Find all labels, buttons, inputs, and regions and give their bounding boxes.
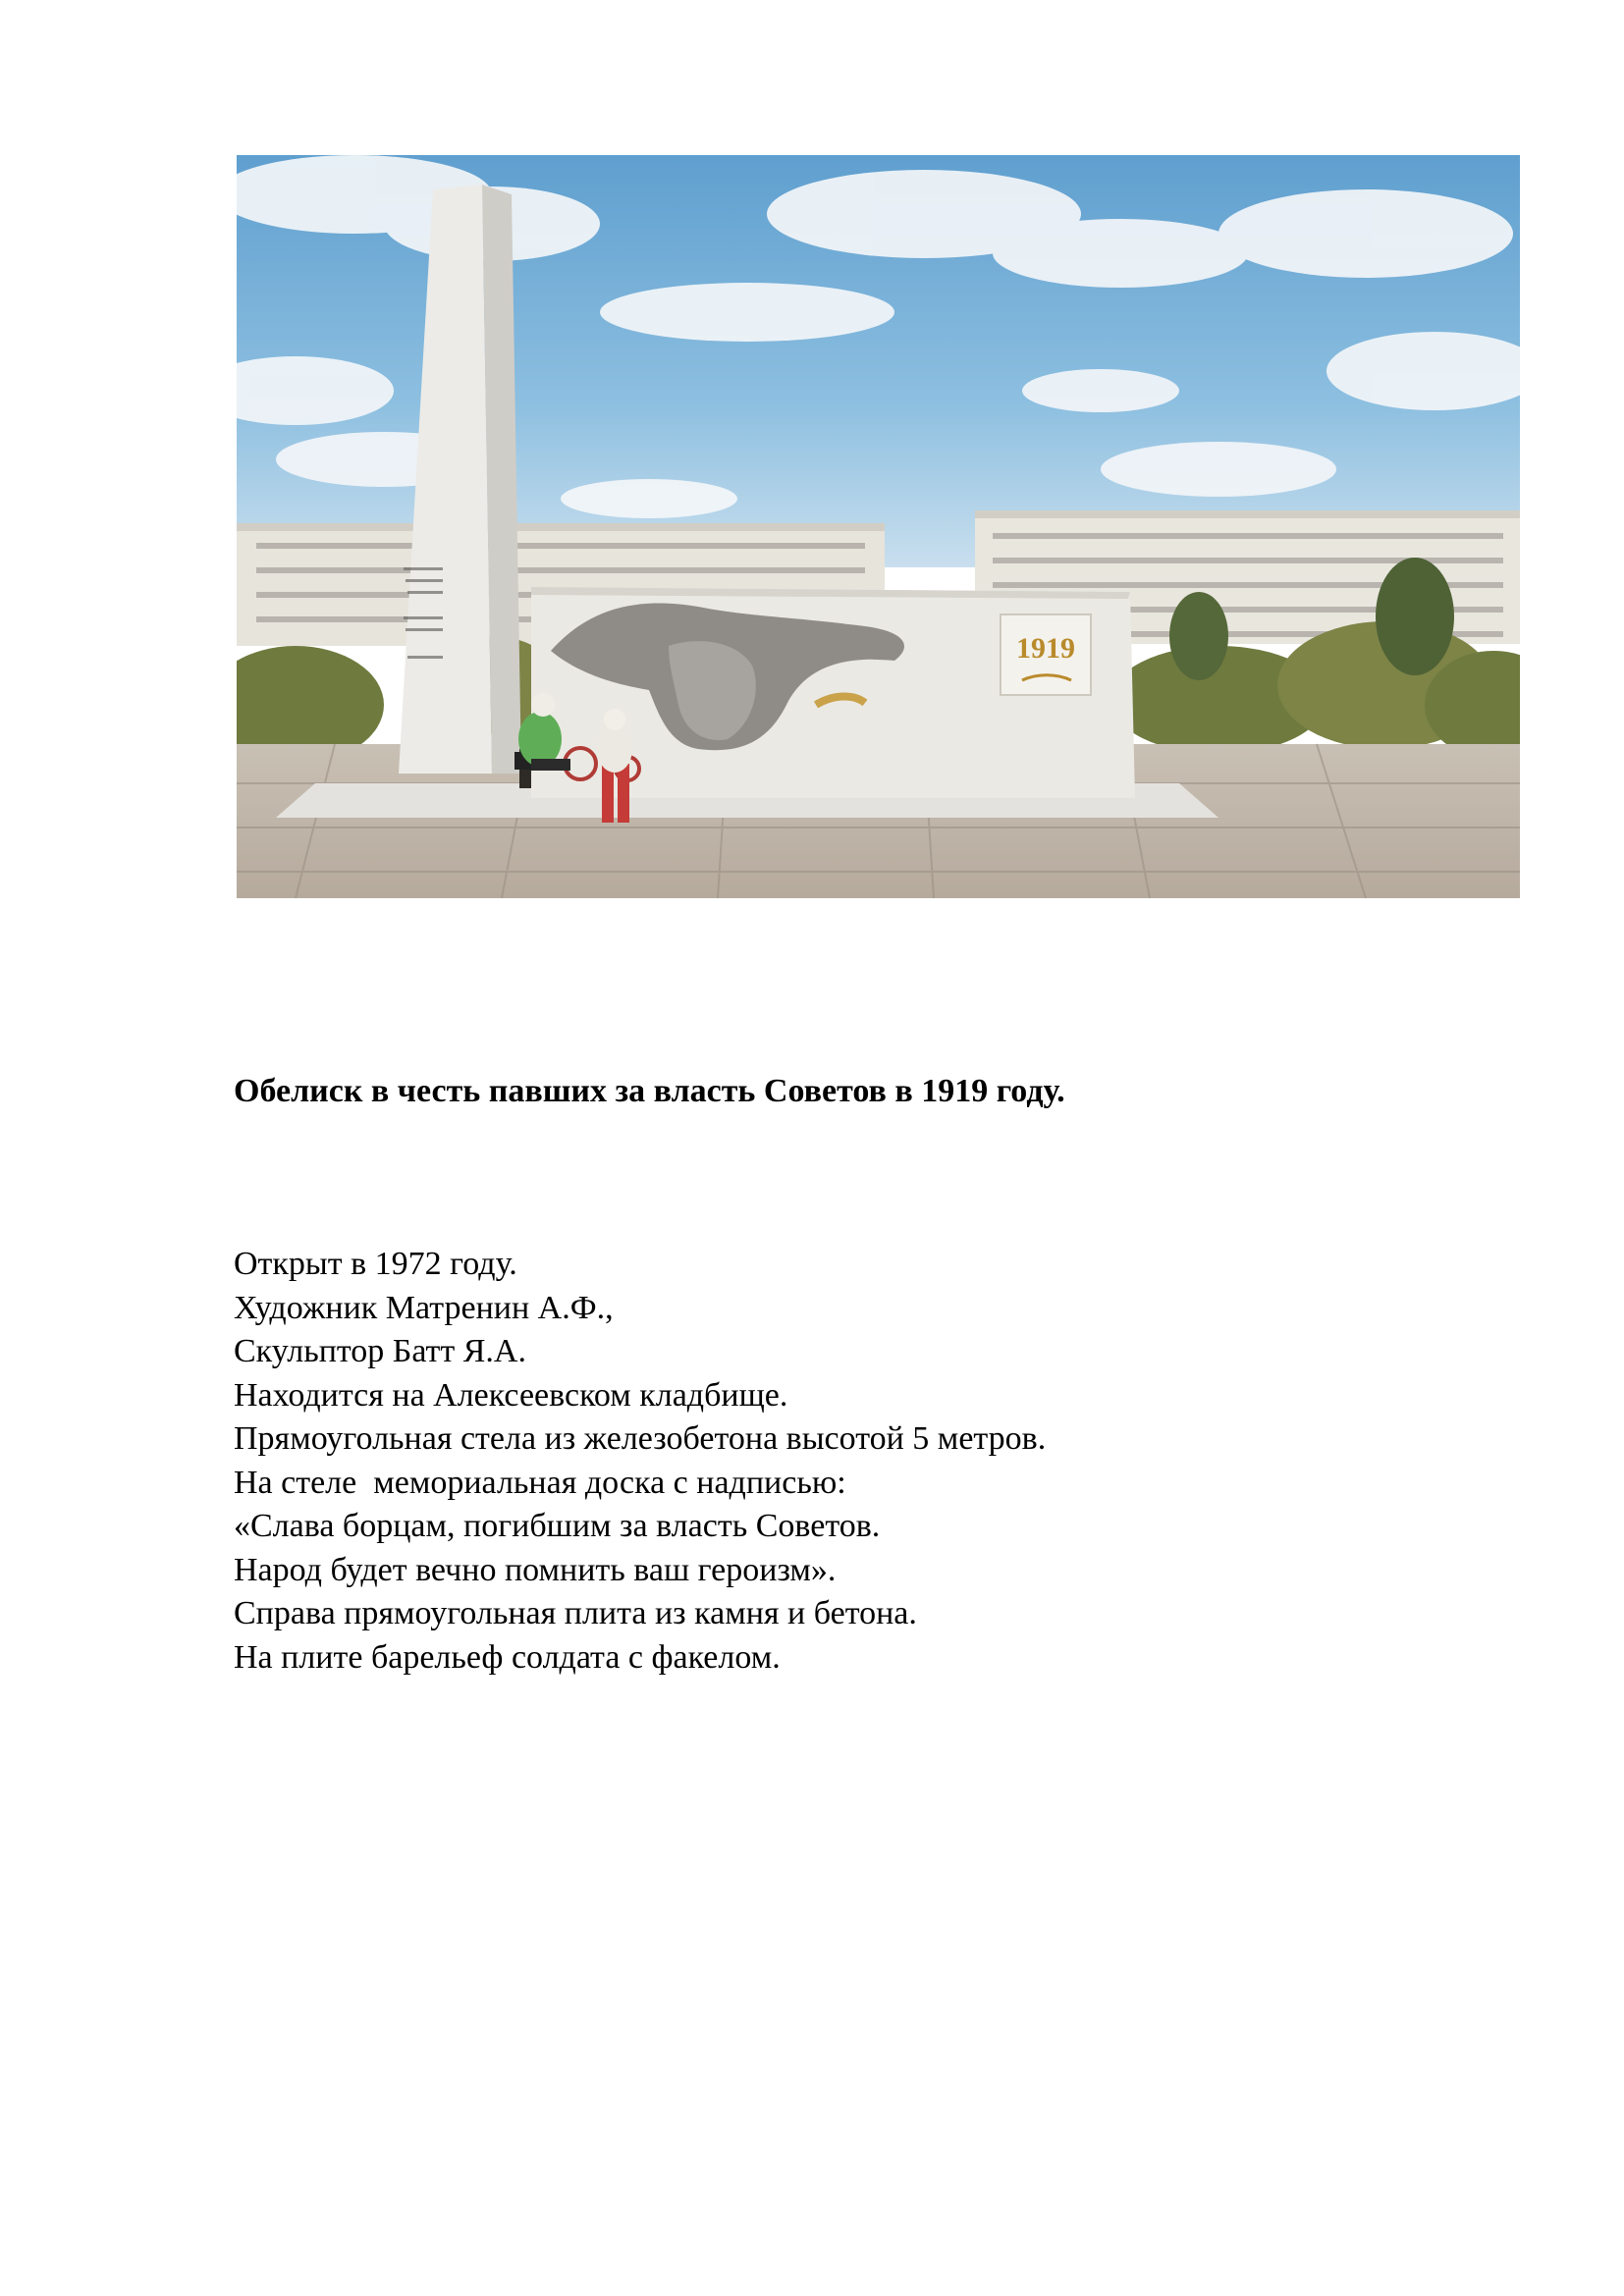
text-line: Художник Матренин А.Ф., <box>234 1289 614 1326</box>
text-line: На плите барельеф солдата с факелом. <box>234 1638 781 1676</box>
monument-photo <box>237 155 1520 898</box>
text-line: Справа прямоугольная плита из камня и бетона. <box>234 1595 917 1631</box>
text-line: «Слава борцам, погибшим за власть Советов. <box>234 1508 881 1544</box>
text-line: Открыт в 1972 году. <box>234 1246 517 1282</box>
monument-description <box>234 1243 1046 1680</box>
plaque-1919 <box>1001 614 1091 695</box>
text-line: На стеле мемориальная доска с надписью: <box>234 1464 846 1501</box>
text-line: Народ будет вечно помнить ваш героизм». <box>234 1551 837 1588</box>
document-title: Обелиск в честь павших за власть Советов в 1919 году. <box>234 1073 1065 1109</box>
plaque-year: 1919 <box>1016 632 1075 665</box>
text-line: Находится на Алексеевском кладбище. <box>234 1376 788 1414</box>
text-line: Прямоугольная стела из железобетона высотой 5 метров. <box>234 1420 1047 1457</box>
text-line: Скульптор Батт Я.А. <box>234 1333 526 1369</box>
